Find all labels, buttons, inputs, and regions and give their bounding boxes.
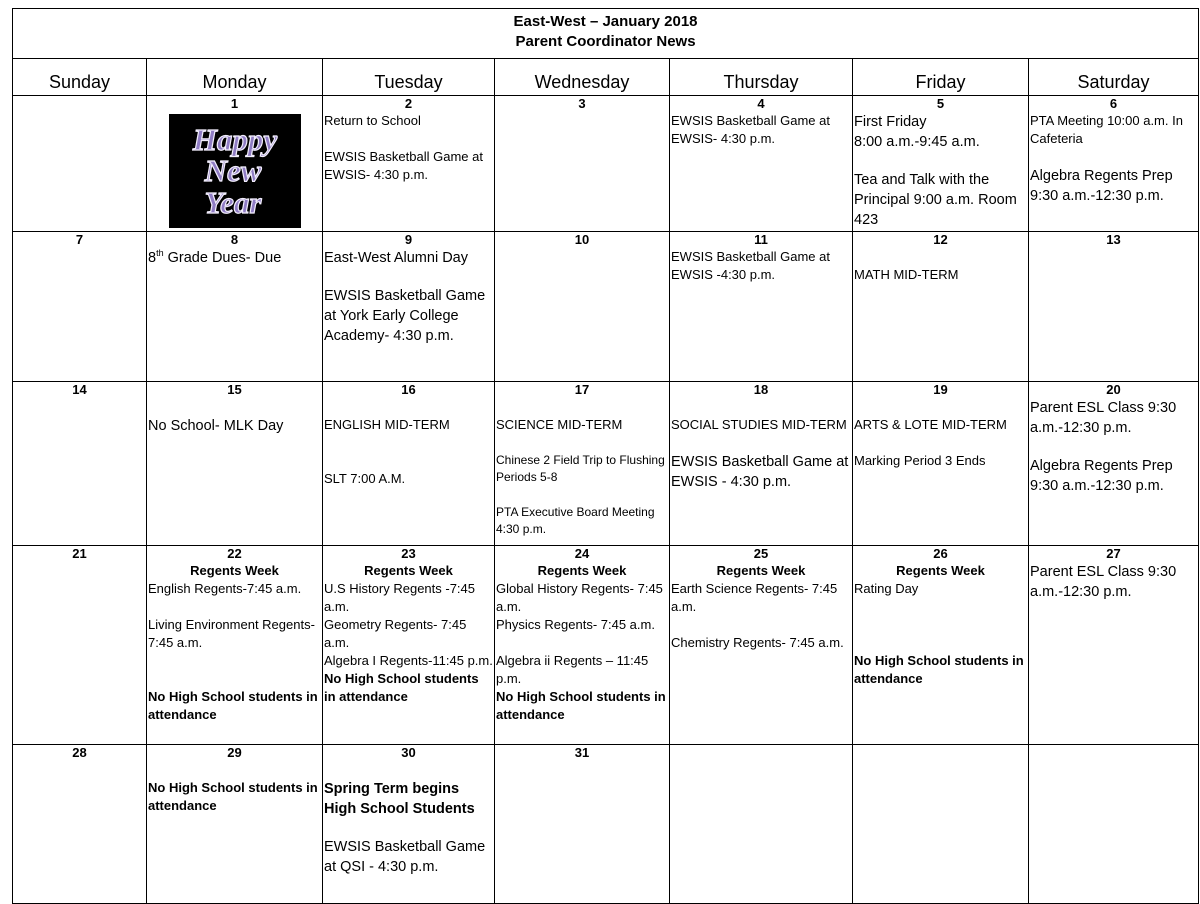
regents-week-label: Regents Week	[190, 563, 279, 578]
no-high-school-note: No High School students in attendance	[148, 780, 318, 813]
day-number: 4	[757, 96, 765, 111]
weekday-monday: Monday	[147, 59, 323, 96]
day-number: 6	[1109, 96, 1118, 111]
svg-text:Year: Year	[204, 185, 261, 220]
event-text: No School- MLK Day	[148, 418, 284, 434]
day-number: 16	[401, 382, 416, 397]
event-text: EWSIS Basketball Game at EWSIS -4:30 p.m.	[671, 249, 830, 282]
day-number: 20	[1106, 382, 1121, 397]
event-text: PTA Meeting 10:00 a.m. In Cafeteria	[1030, 113, 1183, 146]
day-number: 8	[230, 232, 239, 247]
day-number: 23	[401, 546, 416, 561]
day-cell-3	[495, 96, 670, 232]
day-cell-18	[670, 382, 853, 546]
day-cell-23	[323, 546, 495, 745]
event-text: Parent ESL Class 9:30 a.m.-12:30 p.m.	[1030, 564, 1177, 600]
event-text: SCIENCE MID-TERM	[496, 417, 623, 432]
event-text: 8:00 a.m.-9:45 a.m.	[854, 134, 980, 150]
week-row-2	[13, 232, 1199, 382]
happy-new-year-image	[169, 114, 301, 228]
day-number: 19	[933, 382, 948, 397]
event-text: East-West Alumni Day	[324, 250, 468, 266]
event-text: EWSIS Basketball Game at York Early College Academy- 4:30 p.m.	[324, 288, 486, 344]
day-cell-13	[1029, 232, 1199, 382]
weekday-wednesday: Wednesday	[495, 59, 670, 96]
no-high-school-note: No High School students in attendance	[496, 689, 666, 722]
day-number: 9	[404, 232, 413, 247]
day-number: 22	[227, 546, 242, 561]
day-cell-19	[853, 382, 1029, 546]
day-number: 13	[1106, 232, 1121, 247]
day-cell-20	[1029, 382, 1199, 546]
day-cell-4	[670, 96, 853, 232]
regents-week-label: Regents Week	[537, 563, 627, 578]
day-cell-empty	[1029, 745, 1199, 904]
weekday-header-row	[13, 59, 1199, 96]
day-number: 26	[933, 546, 948, 561]
day-cell-empty	[670, 745, 853, 904]
day-number: 25	[753, 546, 769, 561]
day-number: 28	[72, 745, 87, 760]
day-cell-28	[13, 745, 147, 904]
day-number: 5	[936, 96, 945, 111]
event-text: Global History Regents- 7:45 a.m.	[496, 581, 663, 614]
event-text: Return to School	[324, 113, 421, 128]
calendar-table	[12, 8, 1199, 904]
day-cell-10	[495, 232, 670, 382]
no-high-school-note: No High School students in attendance	[148, 689, 318, 722]
event-text: ENGLISH MID-TERM	[324, 417, 450, 432]
event-text: Living Environment Regents-7:45 a.m.	[148, 617, 315, 650]
day-number: 12	[933, 232, 948, 247]
day-number: 30	[401, 745, 416, 760]
day-number: 21	[72, 546, 87, 561]
weekday-saturday: Saturday	[1029, 59, 1199, 96]
day-number: 10	[574, 232, 590, 247]
event-text: First Friday	[854, 114, 927, 130]
regents-week-label: Regents Week	[716, 563, 806, 578]
weekday-tuesday: Tuesday	[323, 59, 495, 96]
event-text: Spring Term begins High School Students	[324, 781, 475, 817]
day-number: 31	[574, 745, 590, 760]
svg-text:New: New	[204, 153, 261, 188]
day-number: 15	[227, 382, 242, 397]
day-cell-2	[323, 96, 495, 232]
day-cell-27	[1029, 546, 1199, 745]
event-text: Algebra ii Regents – 11:45 p.m.	[496, 653, 649, 686]
event-text: Chemistry Regents- 7:45 a.m.	[671, 635, 844, 650]
event-text: Physics Regents- 7:45 a.m.	[496, 617, 655, 632]
day-cell-30	[323, 745, 495, 904]
event-text: SLT 7:00 A.M.	[324, 471, 406, 486]
day-number: 11	[754, 232, 768, 247]
event-text: Chinese 2 Field Trip to Flushing Periods 5-8	[496, 453, 665, 484]
day-cell-24	[495, 546, 670, 745]
day-cell-12	[853, 232, 1029, 382]
day-number: 18	[753, 382, 769, 397]
week-row-1	[13, 96, 1199, 232]
week-row-3	[13, 382, 1199, 546]
event-text: ARTS & LOTE MID-TERM	[854, 417, 1007, 432]
day-number: 1	[230, 96, 239, 111]
event-text: EWSIS Basketball Game at EWSIS - 4:30 p.m.	[671, 454, 849, 490]
weekday-friday: Friday	[853, 59, 1029, 96]
title-line-2: Parent Coordinator News	[515, 33, 696, 50]
event-text: Geometry Regents- 7:45 a.m.	[324, 617, 467, 650]
day-cell-31	[495, 745, 670, 904]
day-number: 2	[404, 96, 413, 111]
event-text: Algebra Regents Prep 9:30 a.m.-12:30 p.m.	[1030, 458, 1173, 494]
day-cell-1	[147, 96, 323, 232]
day-cell-11	[670, 232, 853, 382]
week-row-4	[13, 546, 1199, 745]
day-number: 3	[578, 96, 586, 111]
event-text: EWSIS Basketball Game at EWSIS- 4:30 p.m.	[671, 113, 830, 146]
event-text: U.S History Regents -7:45 a.m.	[324, 581, 476, 614]
day-cell-5	[853, 96, 1029, 232]
event-text: PTA Executive Board Meeting 4:30 p.m.	[496, 505, 655, 536]
day-number: 24	[574, 546, 590, 561]
no-high-school-note: No High School students in attendance	[854, 653, 1024, 686]
event-text: Tea and Talk with the Principal 9:00 a.m. Room 423	[854, 172, 1017, 228]
day-number: 27	[1106, 546, 1121, 561]
event-text: EWSIS Basketball Game at QSI - 4:30 p.m.	[324, 839, 486, 875]
day-cell-6	[1029, 96, 1199, 232]
event-text: Algebra I Regents-11:45 p.m.	[324, 653, 493, 668]
event-text: Parent ESL Class 9:30 a.m.-12:30 p.m.	[1030, 400, 1177, 436]
day-cell-14	[13, 382, 147, 546]
event-text: Rating Day	[854, 581, 919, 596]
title-row	[13, 9, 1199, 59]
day-cell-22	[147, 546, 323, 745]
svg-text:Happy: Happy	[192, 122, 277, 157]
day-cell-7	[13, 232, 147, 382]
event-text: English Regents-7:45 a.m.	[148, 581, 302, 596]
day-cell-empty	[13, 96, 147, 232]
day-cell-8	[147, 232, 323, 382]
event-text: EWSIS Basketball Game at EWSIS- 4:30 p.m.	[324, 149, 483, 182]
calendar-title	[13, 9, 1199, 59]
event-text: SOCIAL STUDIES MID-TERM	[671, 417, 847, 432]
weekday-thursday: Thursday	[670, 59, 853, 96]
day-cell-empty	[853, 745, 1029, 904]
day-number: 17	[574, 382, 590, 397]
day-cell-25	[670, 546, 853, 745]
day-cell-17	[495, 382, 670, 546]
event-text: Algebra Regents Prep 9:30 a.m.-12:30 p.m.	[1030, 168, 1173, 204]
day-number: 29	[227, 745, 242, 760]
day-cell-21	[13, 546, 147, 745]
event-text: MATH MID-TERM	[854, 267, 959, 282]
day-number: 7	[75, 232, 84, 247]
regents-week-label: Regents Week	[364, 563, 453, 578]
day-cell-15	[147, 382, 323, 546]
title-line-1: East-West – January 2018	[513, 13, 698, 30]
event-text: Earth Science Regents- 7:45 a.m.	[671, 581, 838, 614]
event-text: 8th Grade Dues- Due	[148, 248, 282, 266]
day-number: 14	[72, 382, 87, 397]
day-cell-29	[147, 745, 323, 904]
day-cell-9	[323, 232, 495, 382]
day-cell-16	[323, 382, 495, 546]
regents-week-label: Regents Week	[896, 563, 985, 578]
event-text: Marking Period 3 Ends	[854, 453, 986, 468]
weekday-sunday: Sunday	[13, 59, 147, 96]
day-cell-26	[853, 546, 1029, 745]
week-row-5	[13, 745, 1199, 904]
no-high-school-note: No High School students in attendance	[324, 671, 479, 704]
